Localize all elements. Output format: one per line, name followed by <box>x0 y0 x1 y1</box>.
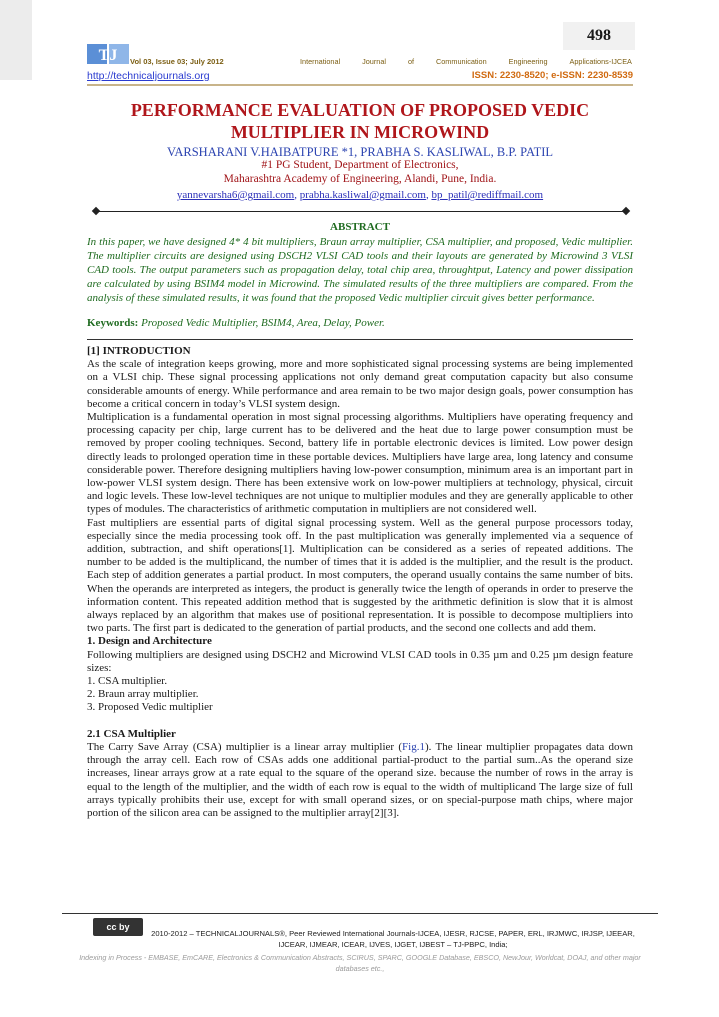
body-divider <box>87 339 633 340</box>
header-divider <box>87 84 633 86</box>
footer-indexing: Indexing in Process - EMBASE, EmCARE, Electronics & Communication Abstracts, SCIRUS, SPARC, GOOGLE Database, EBSCO, NewJour, Worldcat, DOAJ, and other major databases etc., <box>79 953 641 973</box>
list-item: 2. Braun array multiplier. <box>87 688 199 701</box>
paragraph: Following multipliers are designed using DSCH2 and Microwind VLSI CAD tools in 0.35 µm and 0.25 µm design feature sizes: <box>87 648 633 674</box>
paragraph: As the scale of integration keeps growing, more and more sophisticated signal processing systems are being implemented on a VLSI chip. These signal processing applications not only demand great computation capacity but also consume considerable amounts of energy. While performance and area remain to be two major design goals, power consumption has become a critical concern in today’s VLSI system design. <box>87 358 633 410</box>
section-heading-csa: 2.1 CSA Multiplier <box>87 727 176 740</box>
csa-text: ). The linear multiplier propagates data down through the array cell. Each row of CSAs adds one additional partial-product to the partial sum..As the operand size increases, linear arrays grow at a rate equal to the square of the operand size. because the number of rows in the array is equal to the length of the multiplier, and the width of each row is equal to the width of multiplicand The large size of full arrays typically prohibits their use, except for with small operand sizes, or on special-purpose math chips, where major portion of the silicon area can be assigned to the multiplier array[2][3]. <box>87 740 633 819</box>
footer-divider <box>62 913 658 914</box>
paragraph: Fast multipliers are essential parts of digital signal processing system. Well as the general purpose processors today, especially since the media processing took off. In the past multiplication was generally implemented via a sequence of addition, subtraction, and shift operations[1]. Multiplication can be considered as a series of repeated additions. The number to be added is the multiplicand, the number of times that it is added is the multiplier, and the result is the product. Each step of addition generates a partial product. In most computers, the operand usually contains the same number of bits. When the operands are interpreted as integers, the product is generally twice the length of operands in order to preserve the information content. This repeated addition method that is suggested by the arithmetic definition is slow that it is almost always replaced by an algorithm that makes use of positional representation. It is possible to decompose multipliers into two parts. The first part is dedicated to the generation of partial products, and the second one collects and add them. <box>87 516 633 635</box>
figure-reference-link[interactable]: Fig.1 <box>402 740 425 753</box>
journal-word: Communication <box>435 57 487 66</box>
page-number: 498 <box>563 22 635 50</box>
affiliation <box>87 159 633 186</box>
abstract-divider <box>96 211 626 212</box>
footer-copyright: 2010-2012 – TECHNICALJOURNALS®, Peer Reviewed International Journals-IJCEA, IJESR, RJCSE, PAPER, ERL, IRJMWC, IRJSP, IJEEAR, IJCEAR, IJMEAR, ICEAR, IJVES, IJGET, IJBEST – TJ-PBPC, India; <box>151 929 635 949</box>
journal-word: Engineering <box>508 57 548 66</box>
journal-word: Applications-IJCEA <box>569 57 632 66</box>
journal-word: International <box>300 57 341 66</box>
journal-url-link[interactable]: http://technicaljournals.org <box>87 70 210 82</box>
paragraph <box>87 741 633 820</box>
volume-info: Vol 03, Issue 03; July 2012 <box>130 57 224 66</box>
title-line: PERFORMANCE EVALUATION OF PROPOSED VEDIC <box>130 100 590 120</box>
abstract-heading: ABSTRACT <box>330 221 390 233</box>
section-heading-introduction: [1] INTRODUCTION <box>87 345 191 357</box>
cc-license-badge: cc by <box>93 918 143 936</box>
journal-word: of <box>407 57 415 66</box>
body-text <box>87 345 633 820</box>
section-heading-design: 1. Design and Architecture <box>87 635 212 648</box>
paragraph: Multiplication is a fundamental operation in most signal processing algorithms. Multipliers have operating frequency and processing capacity per chip, large current has to be delivered and the heat due to large power consumption must be removed by proper cooling techniques. Second, battery life in portable electronic devices is limited. Low power design directly leads to prolonged operation time in these portable devices. Multipliers have large area, long latency and consume considerable power. Therefore designing multipliers having low-power consumption, minimum area is an important part in low-power VLSI system design. There has been extensive work on low-power multipliers at technology, physical, circuit and logic levels. These low-level techniques are not unique to multiplier modules and they are generally applicable to other types of modules. The characteristics of arithmetic computation in multipliers are not considered well. <box>87 411 633 516</box>
issn: ISSN: 2230-8520; e-ISSN: 2230-8539 <box>471 70 633 81</box>
keywords-text: Proposed Vedic Multiplier, BSIM4, Area, Delay, Power. <box>141 317 385 329</box>
left-margin-bar <box>0 0 32 80</box>
csa-text: The Carry Save Array (CSA) multiplier is a linear array multiplier ( <box>87 740 403 753</box>
multiplier-list <box>87 675 633 715</box>
journal-logo <box>87 42 133 66</box>
title-line: MULTIPLIER IN MICROWIND <box>230 122 490 142</box>
keywords <box>87 317 633 329</box>
affiliation-line: Maharashtra Academy of Engineering, Alandi, Pune, India. <box>223 172 497 185</box>
abstract-text: In this paper, we have designed 4* 4 bit multipliers, Braun array multiplier, CSA multiplier, and proposed, Vedic multiplier. The multiplier circuits are designed using DSCH2 VLSI CAD tools and their layouts are generated by Microwind 3 VLSI CAD tools. The output parameters such as propagation delay, total chip area, throughtput, Latency and power dissipation are calculated by using BSIM4 model in Microwind. The simulated results of the three multipliers are compared. From the analysis of these simulated results, it was found that the proposed Vedic multiplier circuit gives better performance. <box>87 236 633 304</box>
journal-name <box>300 57 632 66</box>
list-item: 1. CSA multiplier. <box>87 675 168 688</box>
email-link[interactable]: prabha.kasliwal@gmail.com <box>299 189 426 201</box>
email-link[interactable]: yannevarsha6@gmail.com <box>176 189 295 201</box>
list-item: 3. Proposed Vedic multiplier <box>87 701 213 714</box>
authors: VARSHARANI V.HAIBATPURE *1, PRABHA S. KASLIWAL, B.P. PATIL <box>166 145 554 159</box>
emails: yannevarsha6@gmail.com, prabha.kasliwal@gmail.com, bp_patil@rediffmail.com <box>176 189 544 201</box>
journal-word: Journal <box>362 57 387 66</box>
paper-title <box>87 99 633 143</box>
logo-text: TJ <box>98 47 118 64</box>
email-link[interactable]: bp_patil@rediffmail.com <box>431 189 544 201</box>
keywords-label: Keywords: <box>87 317 139 329</box>
affiliation-line: #1 PG Student, Department of Electronics, <box>261 159 459 171</box>
